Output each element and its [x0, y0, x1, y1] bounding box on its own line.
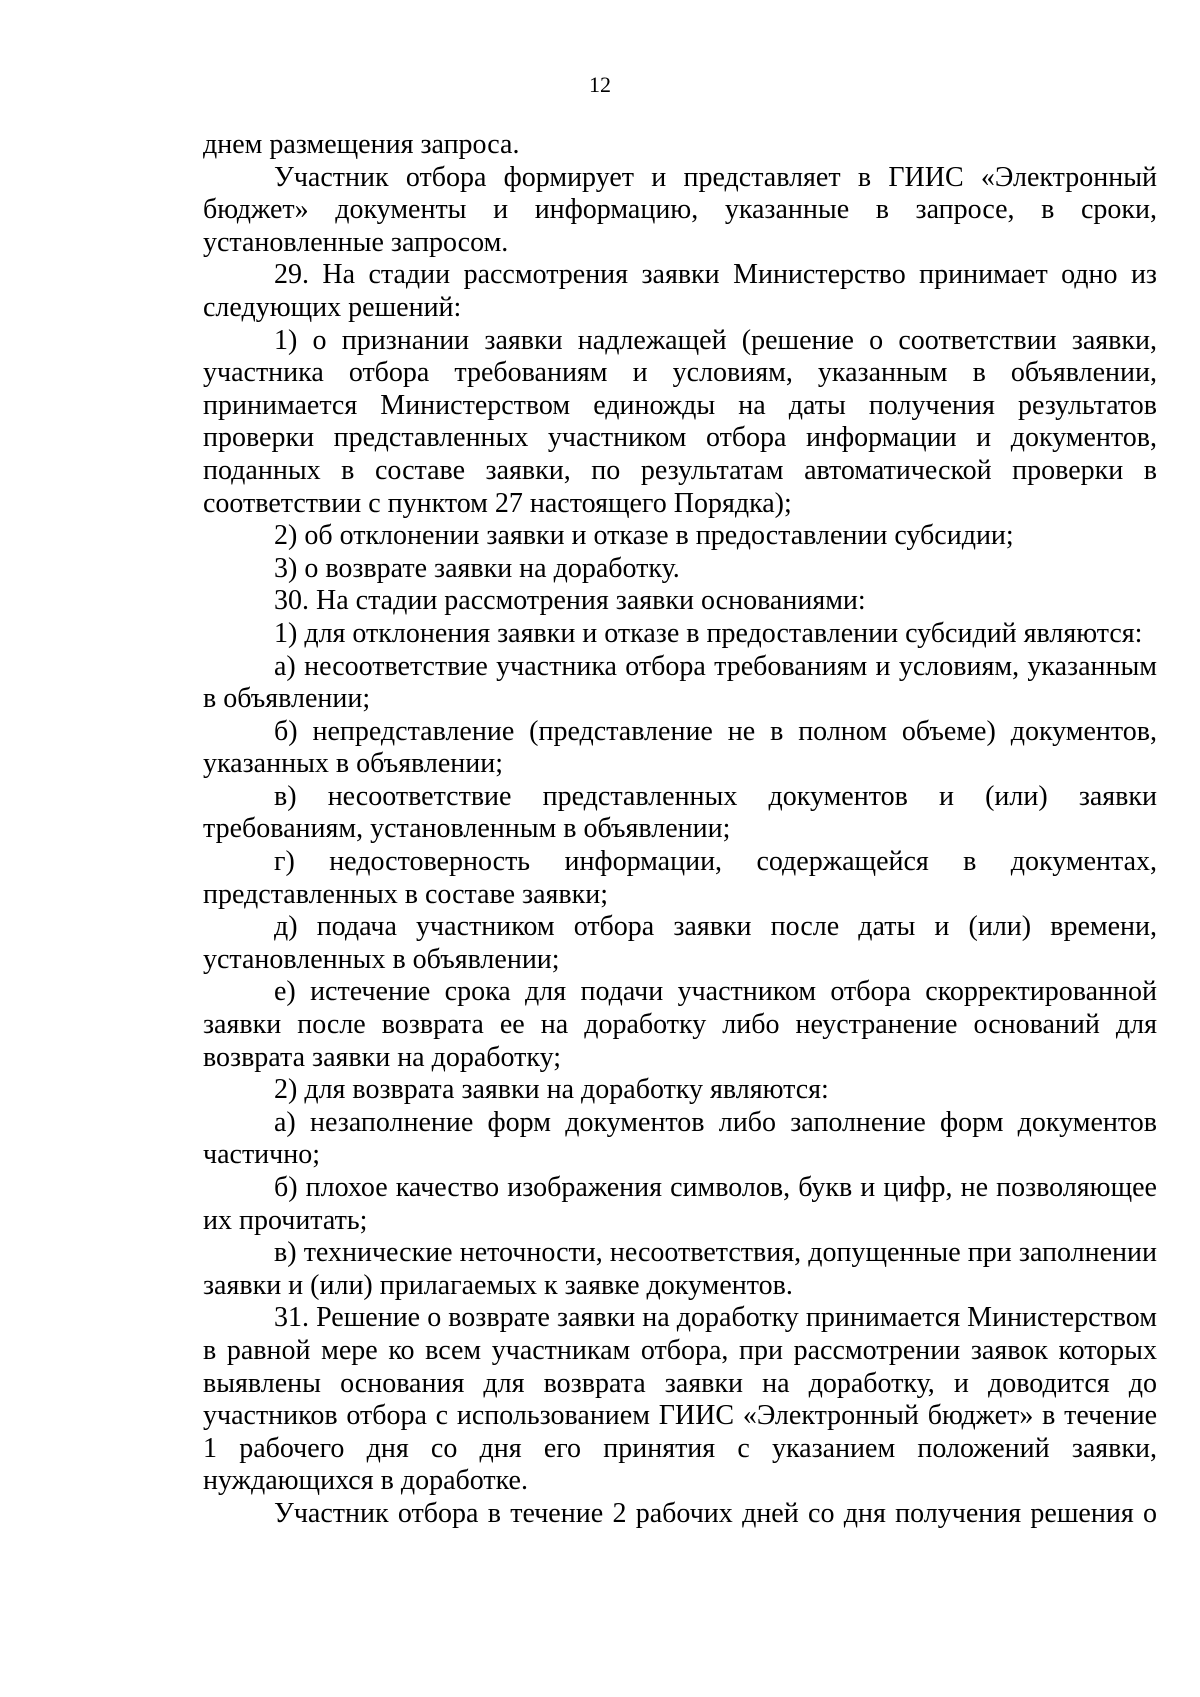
document-body [203, 129, 1157, 1531]
list-item: а) незаполнение форм документов либо заполнение форм документов частично; [203, 1106, 1157, 1171]
list-item: д) подача участником отбора заявки после даты и (или) времени, установленных в объявлении; [203, 911, 1157, 975]
paragraph-clause-30: 30. На стадии рассмотрения заявки основаниями: [274, 585, 866, 617]
list-item: 1) о признании заявки надлежащей (решение о соответствии заявки, участника отбора требованиям и условиям, указанным в объявлении, принимается Министерством единожды на даты получения результатов проверки представленных участником отбора информации и документов, поданных в составе заявки, по результатам автоматической проверки в соответствии с пунктом 27 настоящего Порядка); [203, 324, 1157, 519]
paragraph-clause-29: 29. На стадии рассмотрения заявки Министерство принимает одно из следующих решений: [203, 259, 1157, 323]
list-item: б) непредставление (представление не в полном объеме) документов, указанных в объявлении; [203, 715, 1157, 780]
paragraph-continuation: днем размещения запроса. [203, 129, 520, 160]
list-item: е) истечение срока для подачи участником отбора скорректированной заявки после возврата ее на доработку либо неустранение оснований для возврата заявки на доработку; [203, 976, 1157, 1073]
list-item: 2) для возврата заявки на доработку являются: [274, 1074, 829, 1106]
paragraph-clause-31: 31. Решение о возврате заявки на доработку принимается Министерством в равной мере ко всем участникам отбора, при рассмотрении заявок которых выявлены основания для возврата заявки на доработку, и доводится до участников отбора с использованием ГИИС «Электронный бюджет» в течение 1 рабочего дня со дня его принятия с указанием положений заявки, нуждающихся в доработке. [203, 1302, 1157, 1497]
paragraph: Участник отбора формирует и представляет в ГИИС «Электронный бюджет» документы и информацию, указанные в запросе, в сроки, установленные запросом. [203, 161, 1157, 258]
paragraph-continues-next-page: Участник отбора в течение 2 рабочих дней со дня получения решения о [274, 1497, 1157, 1529]
list-item: 1) для отклонения заявки и отказе в предоставлении субсидий являются: [274, 617, 1143, 649]
list-item: б) плохое качество изображения символов, букв и цифр, не позволяющее их прочитать; [203, 1172, 1157, 1236]
list-item: 3) о возврате заявки на доработку. [274, 552, 680, 584]
list-item: а) несоответствие участника отбора требованиям и условиям, указанным в объявлении; [203, 650, 1157, 715]
list-item: в) несоответствие представленных документов и (или) заявки требованиям, установленным в объявлении; [203, 780, 1157, 845]
list-item: 2) об отклонении заявки и отказе в предоставлении субсидии; [274, 520, 1014, 552]
page-number: 12 [589, 72, 611, 97]
list-item: в) технические неточности, несоответствия, допущенные при заполнении заявки и (или) прилагаемых к заявке документов. [203, 1237, 1157, 1301]
list-item: г) недостоверность информации, содержащейся в документах, представленных в составе заявки; [203, 846, 1157, 910]
